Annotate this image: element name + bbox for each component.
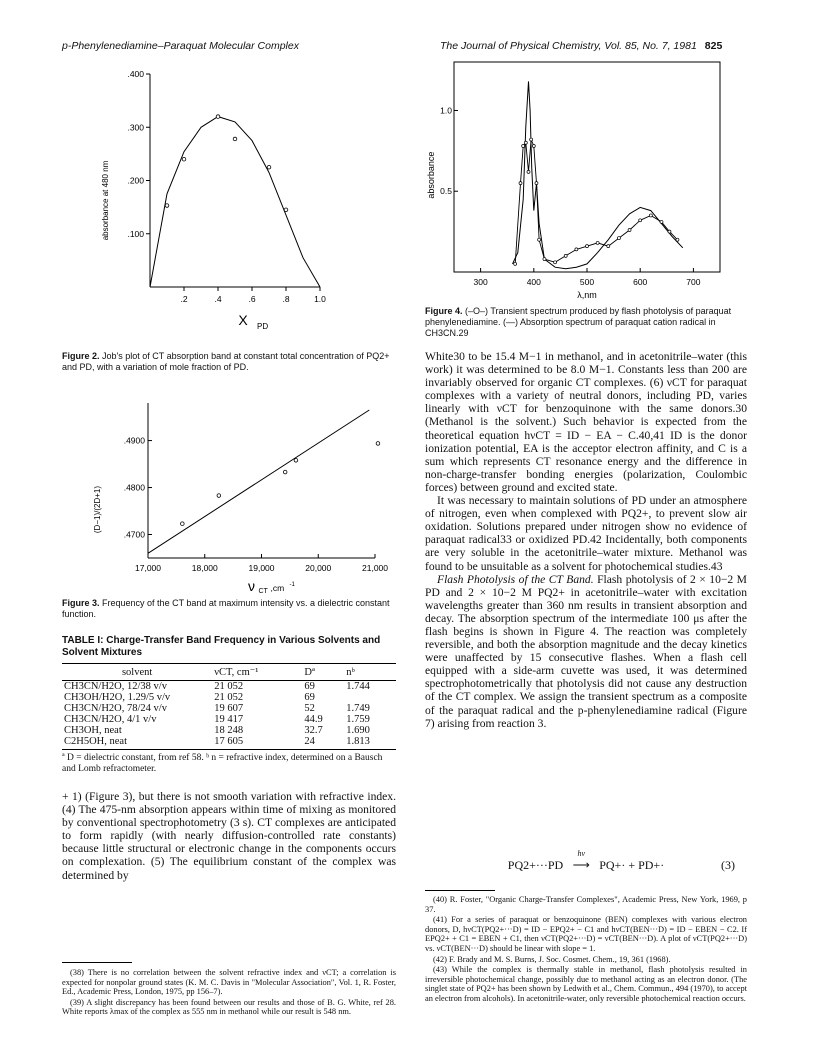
transient-data-point [554,261,557,264]
figure-2-caption [62,351,396,373]
x-tick-label: .6 [248,294,256,304]
figure-3-caption-text: Frequency of the CT band at maximum intensity vs. a dielectric constant function. [62,598,390,619]
y-tick-label: 0.5 [440,186,452,197]
transient-data-point [607,245,610,248]
y-tick-label: .300 [127,122,144,133]
x-tick-label: 20,000 [305,563,332,573]
figure-4-label: Figure 4. [425,306,463,316]
table-1-grid [62,663,396,750]
figure-2-chart [90,62,370,352]
data-point [233,137,237,141]
y-tick-label: .100 [127,228,144,239]
equation-3 [425,849,747,873]
table-cell: 18 248 [214,725,244,736]
table-cell: 52 [304,703,315,714]
right-body-text [425,350,747,730]
x-tick-label: 600 [633,277,648,287]
transient-data-point [639,219,642,222]
table-cell: 21 052 [214,681,244,692]
transient-data-point [586,245,589,248]
right-paragraph-3 [425,573,747,730]
table-cell: 19 607 [214,703,244,714]
x-tick-label: 21,000 [362,563,388,573]
transient-data-point [617,237,620,240]
data-point [165,204,169,208]
data-point [181,522,185,526]
table-cell: 24 [302,736,344,750]
table-cell: CH3CN/H2O, 4/1 v/v [64,714,157,725]
data-point [216,115,220,119]
x-tick-label: 17,000 [135,563,161,573]
equation-number: (3) [721,858,735,872]
figure-3-caption [62,598,396,620]
y-tick-label: .200 [127,175,144,186]
y-tick-label: .4900 [123,435,145,446]
footnote-39: (39) A slight discrepancy has been found between our results and those of B. G. White, ref 28. White reports λmax of the complex as 555 nm in methanol while our result is 548 nm. [62,997,396,1017]
footnote-43: (43) While the complex is thermally stable in methanol, flash photolysis resulted in irreversible photochemical change, possibly due to methanol acting as an electron donor. (The singlet state of PQ2+ has been shown by Ledwith et al., Chem. Commun., 494 (1970), to accept an electron from alcohols). In acetonitrile-water, only reversible photochemical reaction occurs. [425,965,747,1003]
data-point [182,157,186,161]
footnote-divider-right [425,890,495,891]
x-axis-label: λ,nm [577,290,597,300]
y-tick-label: 1.0 [440,105,452,116]
table-cell: C2H5OH, neat [62,736,212,750]
right-paragraph-2: It was necessary to maintain solutions of PD under an atmosphere of nitrogen, even when complexed with PQ2+, to prevent slow air oxidation. Solutions prepared under nitrogen show no evidence of paraquat radical33 or oxidized PD.42 Incidentally, both components are very soluble in the acetonitrile–water mixture. Methanol was found to be unsuitable as a solvent for photochemical studies.43 [425,494,747,573]
transient-data-point [514,262,517,265]
page-number: 825 [704,40,723,52]
transient-series-line [515,140,677,264]
x-tick-label: 19,000 [248,563,275,573]
fit-line [148,410,369,553]
table-header: νCT, cm⁻¹ [212,664,302,681]
x-tick-label: 300 [473,277,488,287]
x-tick-label: 400 [526,277,541,287]
x-tick-label: 700 [686,277,701,287]
figure-4-caption [425,306,745,339]
table-cell: 32.7 [304,725,323,736]
transient-data-point [527,170,530,173]
transient-data-point [575,248,578,251]
transient-data-point [628,229,631,232]
x-tick-label: 500 [579,277,595,287]
figure-2-svg [90,62,370,352]
table-cell: CH3OH, neat [64,725,122,736]
table-1 [62,635,396,775]
x-tick-label: .4 [214,294,222,304]
data-point [284,208,288,212]
table-cell: 1.744 [346,681,370,692]
table-footnote: ª D = dielectric constant, from ref 58. ᵇ n = refractive index, determined on a Bausch and Lomb refractometer. [62,753,383,774]
x-axis-label-sub: PD [257,322,269,331]
table-header: nᵇ [344,664,396,681]
x-axis-label: ν [248,578,255,594]
right-paragraph-1: White30 to be 15.4 M−1 in methanol, and in acetonitrile–water (this work) it was determined to be 8.0 M−1. Constants less than 200 are invariably observed for organic CT complexes. (6) νCT for paraquat complexes with a variety of neutral donors, including PD, varies linearly with νCT for benzoquinone with the same donors.30 (Methanol is the solvent.) Such behavior is expected from the theoretical equation hνCT = ID − EA − C.40,41 ID is the donor ionization potential, EA is the acceptor electron affinity, and C is a sum which represents CT resonance energy and the difference in non-charge-transfer bonding energies (polarization, Coulombic forces) between ground and excited state. [425,350,747,494]
y-axis-label: absorbance at 480 nm [101,160,110,241]
x-tick-label: .8 [282,294,290,304]
transient-data-point [535,182,538,185]
figure-4-caption-text: (–O–) Transient spectrum produced by flash photolysis of paraquat phenylenediamine. (—) Absorption spectrum of paraquat cation radical in CH3CN.29 [425,306,732,338]
transient-data-point [519,182,522,185]
right-footnotes [425,895,747,1005]
right-paragraph-3-text: Flash photolysis of 2 × 10−2 M PD and 2 × 10−2 M PQ2+ in acetonitrile–water with excitation wavelengths greater than 360 nm results in transient absorption and decay. The absorption spectrum of the intermediate 100 μs after the flash begins is shown in Figure 4. The reaction was completely reversible, and both the absorption magnitude and the decay kinetics were unaffected by 15 consecutive flashes. When a flash cell equipped with a side-arm cuvette was used, it was determined spectrophotometrically that photolysis did not cause any destruction of the CT complex. We assign the transient spectrum as a composite of the paraquat radical and the p-phenylenediamine radical (Figure 7) arising from reaction 3. [425,572,747,730]
data-point [294,459,298,463]
data-point [376,442,380,446]
table-row [62,703,396,714]
table-cell: 1.759 [346,714,370,725]
x-axis-label-unit: ,cm [270,583,285,593]
equation-left: PQ2+···PD [507,858,564,872]
equation-right: PQ+· + PD+· [599,858,665,872]
y-tick-label: .4800 [123,482,145,493]
left-footnotes [62,968,396,1018]
table-cell: CH3CN/H2O, 12/38 v/v [64,681,167,692]
y-tick-label: .400 [127,69,144,79]
y-axis-label: (D−1)/(2D+1) [93,485,102,534]
table-cell [344,692,396,703]
footnote-38: (38) There is no correlation between the solvent refractive index and νCT; a correlation is expected for nonpolar ground states (K. M. C. Davis in "Molecular Association", Vol. 1, R. Foster, Ed., Academic Press, London, 1975, pp 156–7). [62,968,396,997]
running-header-right [440,40,722,52]
journal-citation: The Journal of Physical Chemistry, Vol. 85, No. 7, 1981 [440,40,697,52]
table-row [62,681,396,693]
x-axis-label: X [238,312,248,328]
figure-3-label: Figure 3. [62,598,100,608]
table-cell: CH3OH/H2O, 1.29/5 v/v [64,692,171,703]
figure-2-label: Figure 2. [62,351,100,361]
footnote-41: (41) For a series of paraquat or benzoquinone (BEN) complexes with various electron donors, D, hνCT(PQ2+···D) = ID − EPQ2+ − C1 and hνCT(BEN···D) = ID − EBEN − C2. If EPQ2+ + C1 = EBEN + C1, then νCT(PQ2+···D) = νCT(BEN···D). A plot of νCT(PQ2+···D) vs. νCT(BEN···D) should be linear with slope = 1. [425,915,747,953]
equation-arrow-label: hν [577,849,585,858]
transient-data-point [649,214,652,217]
plot-frame [454,62,720,272]
figure-4-svg [420,62,740,307]
table-cell: 69 [304,692,315,703]
figure-4-chart [420,62,740,307]
table-row [62,725,396,736]
figure-3-chart [80,395,400,605]
transient-data-point [676,238,679,241]
transient-data-point [543,258,546,261]
table-cell: 1.690 [346,725,370,736]
data-point [267,165,271,169]
table-cell: 17 605 [212,736,302,750]
x-tick-label: 18,000 [191,563,218,573]
x-axis-label-sup: -1 [289,582,295,588]
left-paragraph: + 1) (Figure 3), but there is not smooth variation with refractive index. (4) The 475-nm absorption appears within time of mixing as monitored by conventional spectrophotometry (3 s). CT complexes are anticipated to form rapidly (with nearly diffusion-controlled rate constants) because little structural or electronic change in the components occurs on complexation. (5) The equilibrium constant of the complex was determined by [62,790,396,882]
fit-curve [150,117,320,287]
transient-data-point [530,138,533,141]
table-header: Dª [302,664,344,681]
table-header: solvent [62,664,212,681]
equation-arrow: hν ⟶ [566,858,596,873]
table-cell: 69 [304,681,315,692]
x-tick-label: 1.0 [314,294,326,304]
transient-data-point [524,141,527,144]
table-cell: 1.749 [346,703,370,714]
figure-2-caption-text: Job's plot of CT absorption band at constant total concentration of PQ2+ and PD, with a variation of mole fraction of PD. [62,351,390,372]
y-tick-label: .4700 [123,529,145,540]
footnote-40: (40) R. Foster, "Organic Charge-Transfer Complexes", Academic Press, New York, 1969, p 37. [425,895,747,914]
x-tick-label: .2 [180,294,188,304]
footnote-divider-left [62,962,132,963]
transient-data-point [522,145,525,148]
y-axis-label: absorbance [426,151,436,199]
data-point [217,494,221,498]
table-cell: 1.813 [344,736,396,750]
running-header-left: p-Phenylenediamine–Paraquat Molecular Complex [62,40,299,52]
data-point [283,470,287,474]
transient-data-point [596,241,599,244]
section-heading-flash-photolysis: Flash Photolysis of the CT Band. [437,572,594,586]
footnote-42: (42) F. Brady and M. S. Burns, J. Soc. Cosmet. Chem., 19, 361 (1968). [433,954,671,964]
table-cell: 19 417 [214,714,244,725]
table-cell: 44.9 [304,714,323,725]
table-row [62,736,396,750]
transient-data-point [668,230,671,233]
transient-data-point [538,238,541,241]
table-row [62,714,396,725]
x-axis-label-sub: CT [258,588,268,595]
figure-3-svg [80,395,400,605]
table-cell: 21 052 [214,692,244,703]
table-row [62,692,396,703]
left-body-text [62,790,396,882]
table-title: TABLE I: Charge-Transfer Band Frequency in Various Solvents and Solvent Mixtures [62,635,381,658]
transient-data-point [532,145,535,148]
transient-data-point [660,220,663,223]
transient-data-point [564,254,567,257]
table-cell: CH3CN/H2O, 78/24 v/v [64,703,167,714]
